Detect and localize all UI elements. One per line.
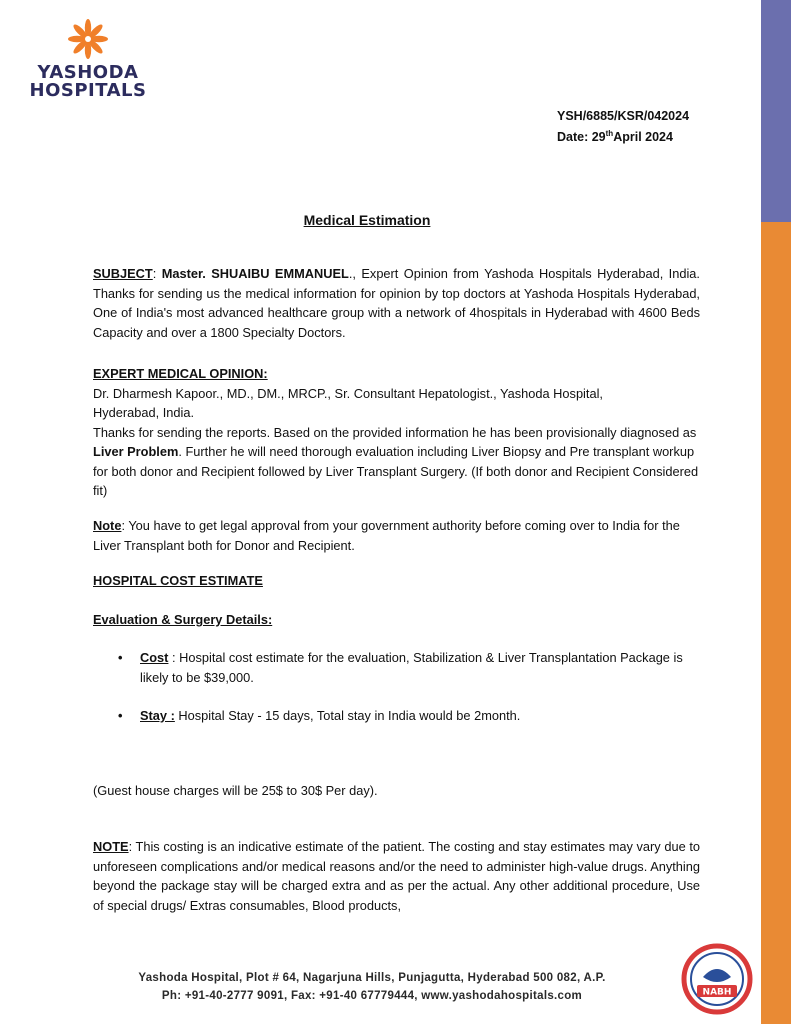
side-stripe-purple: [761, 0, 791, 222]
bullet-dot-icon: •: [118, 708, 123, 723]
logo-text-line1: YASHODA: [37, 62, 139, 83]
svg-text:NABH: NABH: [702, 987, 732, 998]
footer-line-1: Yashoda Hospital, Plot # 64, Nagarjuna Hills, Punjagutta, Hyderabad 500 082, A.P.: [138, 972, 606, 984]
subject-paragraph: SUBJECT: Master. SHUAIBU EMMANUEL., Expert Opinion from Yashoda Hospitals Hyderabad, India. Thanks for sending us the medical information for opinion by top doctors at Yashoda Hospitals Hyderabad, One of India's most advanced healthcare group with a network of 4hospitals in Hyderabad with 4600 Beds Capacity and over a 1800 Specialty Doctors.: [93, 266, 700, 340]
bullet-dot-icon: •: [118, 650, 123, 665]
flower-logo-icon: [65, 18, 111, 60]
legal-note: Note: You have to get legal approval from your government authority before coming over to India for the Liver Transplant both for Donor and Recipient.: [93, 518, 680, 553]
bullet-stay: • Stay : Hospital Stay - 15 days, Total stay in India would be 2month.: [118, 706, 708, 726]
cost-estimate-heading: HOSPITAL COST ESTIMATE: [93, 573, 263, 588]
guest-house-note: (Guest house charges will be 25$ to 30$ Per day).: [93, 783, 378, 798]
reference-number: YSH/6885/KSR/042024: [557, 109, 690, 123]
doctor-line-2: Hyderabad, India.: [93, 405, 195, 420]
reference-block: [557, 107, 689, 146]
document-title: Medical Estimation: [303, 212, 431, 228]
nabh-badge-icon: [681, 943, 753, 1015]
expert-opinion-heading: EXPERT MEDICAL OPINION:: [93, 366, 268, 381]
side-stripe-orange: [761, 222, 791, 1024]
footer-address: [62, 969, 682, 1005]
evaluation-heading: Evaluation & Surgery Details:: [93, 612, 273, 627]
document-date: Date: 29thApril 2024: [557, 129, 673, 145]
expert-opinion-section: [93, 364, 700, 501]
bullet-cost: • Cost : Hospital cost estimate for the evaluation, Stabilization & Liver Transplantation Package is likely to be $39,000.: [118, 650, 683, 685]
opinion-text: Thanks for sending the reports. Based on the provided information he has been provisionally diagnosed as Liver Problem. Further he will need thorough evaluation including Liver Biopsy and Pre transplant workup for both donor and Recipient followed by Liver Transplant Surgery. (If both donor and Recipient Considered fit): [93, 424, 699, 498]
costing-note: NOTE: This costing is an indicative estimate of the patient. The costing and stay estimates may vary due to unforeseen complications and/or medical reasons and/or the need to administer high-value drugs. Anything beyond the package stay will be charged extra and as per the actual. Any other additional procedure, Use of special drugs/ Extras consumables, Blood products,: [93, 839, 700, 913]
hospital-logo: [28, 18, 148, 100]
doctor-line-1: Dr. Dharmesh Kapoor., MD., DM., MRCP., Sr. Consultant Hepatologist., Yashoda Hospital,: [93, 385, 603, 401]
footer-line-2: Ph: +91-40-2777 9091, Fax: +91-40 67779444, www.yashodahospitals.com: [161, 990, 583, 1002]
logo-text-line2: HOSPITALS: [29, 80, 147, 101]
